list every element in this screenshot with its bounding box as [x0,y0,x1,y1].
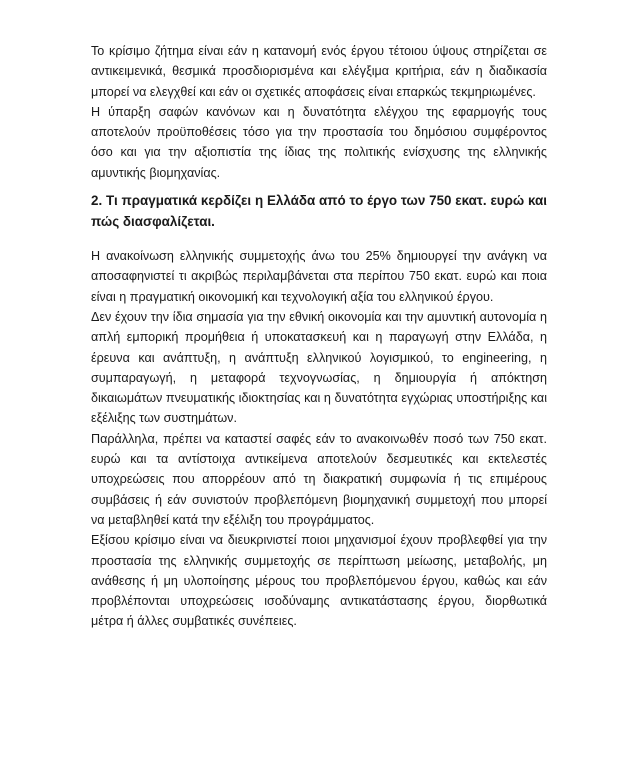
paragraph: Το κρίσιμο ζήτημα είναι εάν η κατανομή ενός έργου τέτοιου ύψους στηρίζεται σε αντικειμενικά, θεσμικά προσδιορισμένα και ελέγξιμα κριτήρια, εάν η διαδικασία μπορεί να ελεγχθεί και εάν οι σχετικές αποφάσεις είναι επαρκώς τεκμηριωμένες. [91,44,547,99]
paragraph: Η ανακοίνωση ελληνικής συμμετοχής άνω του 25% δημιουργεί την ανάγκη να αποσαφηνιστεί τι ακριβώς περιλαμβάνεται στα περίπου 750 εκατ. ευρώ και ποια είναι η πραγματική οικονομική και τεχνολογική αξία του ελληνικού έργου. [91,249,547,304]
paragraph: Η ύπαρξη σαφών κανόνων και η δυνατότητα ελέγχου της εφαρμογής τους αποτελούν προϋποθέσεις τόσο για την προστασία του δημόσιου συμφέροντος όσο και για την αξιοπιστία της ίδιας της πολιτικής ενίσχυσης της ελληνικής αμυντικής βιομηχανίας. [91,104,547,180]
document-body [91,41,547,632]
paragraph: Δεν έχουν την ίδια σημασία για την εθνική οικονομία και την αμυντική αυτονομία η απλή εμπορική προμήθεια ή υποκατασκευή και η παραγωγή στην Ελλάδα, η έρευνα και ανάπτυξη, η ανάπτυξη ελληνικού λογισμικού, το engineering, η συμπαραγωγή, η μεταφορά τεχνογνωσίας, η δημιουργία ή απόκτηση δικαιωμάτων πνευματικής ιδιοκτησίας και η δυνατότητα εγχώριας υποστήριξης και εξέλιξης των συστημάτων. [91,309,547,426]
paragraph: Παράλληλα, πρέπει να καταστεί σαφές εάν το ανακοινωθέν ποσό των 750 εκατ. ευρώ και τα αντίστοιχα αντικείμενα αποτελούν δεσμευτικές και εκτελεστές υποχρεώσεις που απορρέουν από τη διακρατική συμφωνία ή τις επιμέρους συμβάσεις ή εάν συνιστούν προβλεπόμενη βιομηχανική συμμετοχή που μπορεί να μεταβληθεί κατά την εξέλιξη του προγράμματος. [91,431,547,527]
paragraph: Εξίσου κρίσιμο είναι να διευκρινιστεί ποιοι μηχανισμοί έχουν προβλεφθεί για την προστασία της ελληνικής συμμετοχής σε περίπτωση μείωσης, μεταβολής, μη ανάθεσης ή μη υλοποίησης μέρους του προβλεπόμενου έργου, καθώς και εάν προβλέπονται υποχρεώσεις ισοδύναμης αντικατάστασης έργου, διορθωτικά μέτρα ή άλλες συμβατικές συνέπειες. [91,533,547,629]
section-heading: 2. Τι πραγματικά κερδίζει η Ελλάδα από το έργο των 750 εκατ. ευρώ και πώς διασφαλίζεται. [91,193,547,230]
